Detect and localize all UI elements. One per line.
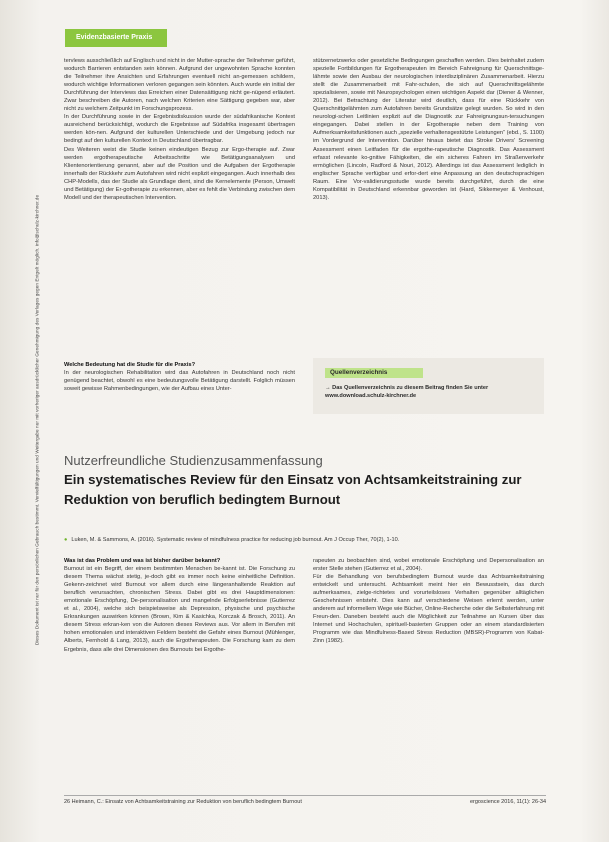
footer-right: ergoscience 2016, 11(1): 26-34 <box>469 799 546 805</box>
section-tab: Evidenzbasierte Praxis <box>65 29 167 47</box>
paragraph: Des Weiteren weist die Studie keinen eindeutigen Bezug zur Ergo-therapie auf. Zwar werden ergotherapeutische Arbeitsschritte wie Betätigungsanalysen und Klientenorientierung genannt, aber auf die Position und die Aufgaben der Ergotherapie innerhalb der Rückkehr zum Autofahren wird nicht explizit eingegangen. Auch innerhalb des CHP-Modells, das der Studie als Grundlage dient, sind die Kernelemente (Person, Umwelt und Betätigung) der Er-gotherapie zu erkennen, aber es fehlt die Verbindung zwischen dem Modell und der therapeutischen Intervention. <box>64 146 295 201</box>
bullet-icon: ● <box>64 537 68 543</box>
practice-relevance-section <box>64 361 295 393</box>
footer-divider <box>64 795 546 796</box>
section-heading: Welche Bedeutung hat die Studie für die Praxis? <box>64 362 196 368</box>
paragraph: Für die Behandlung von berufsbedingtem Burnout wurde das Achtsamkeitstraining entwickelt und untersucht. Achtsamkeit meint hier ein Bewusstsein, das durch aufmerksames, zielge-richtetes und vorurteilsloses Verhalten gegenüber alltäglichen Geschehnissen entsteht. Dies kann auf verschiedene Weisen erlernt werden, unter anderem auf informellem Wege wie Bücher, Online-Recherche oder die Selbsterfahrung mit Freun-den. Daneben besteht auch die Möglichkeit zur Teilnahme an Kursen über das Internet und Hochschulen, spirituell-basierten Gruppen oder an einem standardisierten Programm wie das Mindfulness-Based Stress Reduction (MBSR)-Programm von Kabat-Zinn (1982). <box>313 574 544 645</box>
column-4 <box>313 557 544 646</box>
footer-left: 26 Heimann, C.: Einsatz von Achtsamkeitstraining zur Reduktion von beruflich bedingtem Burnout <box>64 799 302 805</box>
paragraph: In der neurologischen Rehabilitation wird das Autofahren in Deutschland noch nicht genügend beachtet, obwohl es eine bedeutungsvolle Betätigung darstellt. Folglich müssen soweit gewisse Rahmenbedingungen, wie der Aufbau eines Unter- <box>64 370 295 393</box>
side-note-text: Dieses Dokument ist nur für den persönlichen Gebrauch bestimmt. Vervielfältigungen und Weitergabe nur mit vorheriger ausdrücklicher Genehmigung des Verlages gegen Entgelt möglich. info@schulz-kirchner.de <box>34 194 40 646</box>
paragraph: In der Durchführung sowie in der Ergebnisdiskussion wurde der südafrikanische Kontext ausreichend berücksichtigt, wodurch die Ergebnisse auf Südafrika insgesamt übertragen werden kön-nen. Aufgrund der kulturellen Unterschiede und der Umgebung jedoch nur bedingt auf den kulturellen Kontext in Deutschland übertragbar. <box>64 114 295 145</box>
column-3 <box>64 557 295 654</box>
copyright-side-note <box>30 50 44 790</box>
study-citation <box>64 537 550 543</box>
citation-text: Luken, M. & Sammons, A. (2016). Systematic review of mindfulness practice for reducing job burnout. Am J Occup Ther, 70(2), 1-10. <box>71 537 400 543</box>
reference-box <box>313 358 544 414</box>
summary-title: Ein systematisches Review für den Einsatz von Achtsamkeitstraining zur Reduktion von beruflich bedingtem Burnout <box>64 472 522 507</box>
paragraph: rapeuten zu beobachten sind, wobei emotionale Erschöpfung und Depersonalisation an erster Stelle stehen (Gutierrez et al., 2004). <box>313 558 544 573</box>
paragraph: Burnout ist ein Begriff, der einem bestimmten Menschen be-kannt ist. Die Forschung zu diesem Thema wächst stetig, je-doch gibt es immer noch keine einheitliche Definition. Gekenn-zeichnet wird Burnout vor allem durch eine längeranhaltende Reaktion auf beruflich verursachten, chronischen Stress. Dabei gibt es drei Hauptdimensionen: emotionale Erschöpfung, De-personalisation und mangelnde Erfolgserlebnisse (Gutierrez et al., 2004), welche sich beispielsweise als Depression, physische und psychische Erkrankungen auswirken können (Brown, Kim & Kasichka, Korczak & Brosch, 2011). An diesem Stress erkran-ken von die Autoren dieses Reviews aus. Vor allem in Berufen mit hohen emotionalen und interaktiven Feldern besteht die Gefahr eines Burnout (Mühlenger, Alberts, Fernhold & Lang, 2013), auch die Ergotherapeuten. Die Forschung kam zu dem Ergebnis, dass alle drei Dimensionen des Burnouts bei Ergothe- <box>64 566 295 653</box>
paragraph: tervlews ausschließlich auf Englisch und nicht in der Mutter-sprache der Teilnehmer geführt, wodurch Barrieren entstanden sein können. Aufgrund der ungewohnten Sprache konnten die Teilnehmer ihre Ansichten und Erfahrungen eventuell nicht an-gemessen schildern, wodurch wichtige Informationen verloren gegangen sein könnten. Auch wurde ein initial der Durchführung der Interviews das Erreichen einer Datensättigung nicht ge-nügend erläutert. Zwar beschreiben die Autoren, nach welchen Kriterien eine Sättigung gegeben war, aber nicht zu welchem Zeitpunkt im Forschungsprozess. <box>64 58 295 113</box>
paragraph: stützernetzwerks oder gesetzliche Bedingungen geschaffen werden. Dies beinhaltet zudem spezielle Fortbildungen für Ergotherapeuten im Bereich Fahreignung für Querschnittsge-lähmte sowie den Ausbau der neurologischen interdisziplinären Zusammenarbeit. Hierzu stellt die Zusammenarbeit mit Fahr-schulen, die sich auf Querschnittsgelähmte spezialisieren, sowie mit Neuropsychologen einen wichtigen Aspekt dar (Diener & Wenner, 2012). Bei Betrachtung der Literatur wird deutlich, dass für eine Rückkehr von Querschnittgelähmten zum Autofahren bereits Grundsätze gelegt wurden. So wird in den neurologi-schen Leitlinien explizit auf die Diagnostik zur Fahreignungsun-tersuchungen eingegangen. Dabei stellen in der Ergotherapie neben dem Training von Aufmerksamkeitsfunktionen auch „spezielle verhaltensgestützte Leistungen“ (ebd., S. 1100) im Vordergrund der Intervention. Darüber hinaus bietet das Stroke Drivers' Screening Assessment einen Leitfaden für die ergothe-rapeutische Diagnostik. Das Assessment erfasst relevante ko-gnitive Fähigkeiten, die ein sicheres Fahren im Straßenverkehr ermöglichen (Lincoln, Radford & Nouri, 2012). Allerdings ist das Assessment lediglich in englischer Sprache verfügbar und erfor-dert eine Anpassung an den deutschsprachigen Raum. Eine Vor-validierungsstudie wurde bereits durchgeführt, durch die eine Kompatibilität in Deutschland erkennbar geworden ist (Hard, Sikkemeyer & Venhoust, 2013). <box>313 58 544 201</box>
reference-box-label: Quellenverzeichnis <box>325 368 423 378</box>
reference-link-text[interactable]: → Das Quellenverzeichnis zu diesem Beitrag finden Sie unter www.download.schulz-kirchner.de <box>325 385 489 399</box>
section-heading: Was ist das Problem und was ist bisher darüber bekannt? <box>64 558 221 564</box>
column-2 <box>313 57 544 202</box>
column-1 <box>64 57 295 202</box>
summary-kicker: Nutzerfreundliche Studienzusammenfassung <box>64 453 323 468</box>
